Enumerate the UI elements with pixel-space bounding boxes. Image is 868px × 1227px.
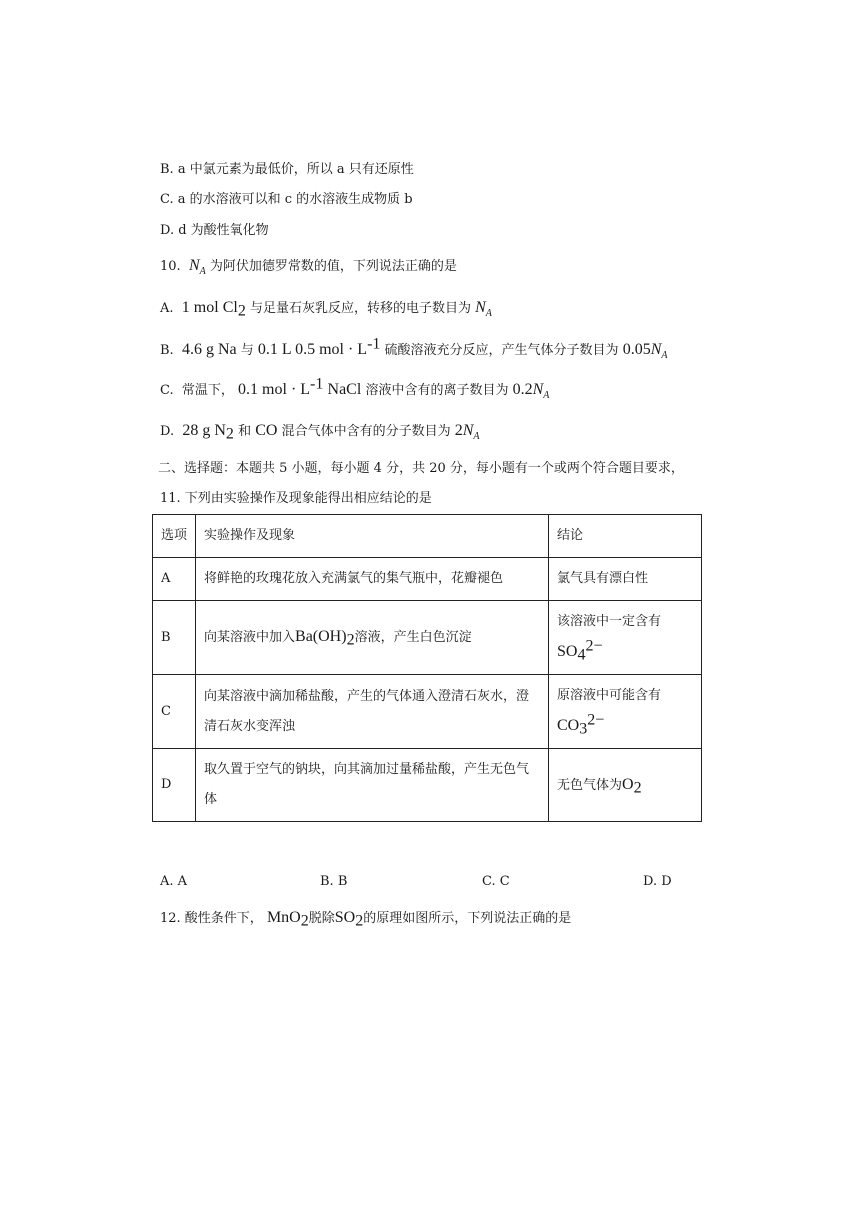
- q11-answer-d: D. D: [643, 874, 672, 889]
- q11-answer-b: B. B: [320, 874, 348, 889]
- section-2-instructions: 二、选择题：本题共 5 小题，每小题 4 分，共 20 分，每小题有一个或两个符合题目要求，: [158, 461, 684, 476]
- header-option: 选项: [153, 515, 196, 558]
- table-row: A 将鲜艳的玫瑰花放入充满氯气的集气瓶中，花瓣褪色 氯气具有漂白性: [153, 558, 702, 601]
- q11-stem: 11. 下列由实验操作及现象能得出相应结论的是: [160, 491, 432, 506]
- q10-option-a: A. 1 mol $Cl_2$ 与足量石灰乳反应，转移的电子数目为 $N_A$: [160, 299, 492, 320]
- table-row: C 向某溶液中滴加稀盐酸，产生的气体通入澄清石灰水，澄清石灰水变浑浊 原溶液中可能含有 $CO_3^{2-}$: [153, 675, 702, 749]
- q10-option-b: B. 4.6 g Na 与 0.1 L 0.5 mol · $L^{-1}$ 硫酸溶液充分反应，产生气体分子数目为 $0.05N_A$: [160, 335, 668, 362]
- table-row: D 取久置于空气的钠块，向其滴加过量稀盐酸，产生无色气体 无色气体为$O_2$: [153, 749, 702, 822]
- header-operation: 实验操作及现象: [196, 515, 549, 558]
- q10-stem: 10. $N_A$ 为阿伏加德罗常数的值，下列说法正确的是: [160, 257, 457, 278]
- q9-option-b: B. a 中氯元素为最低价，所以 a 只有还原性: [160, 162, 414, 177]
- q10-option-c: C. 常温下， 0.1 mol · $L^{-1}$ NaCl 溶液中含有的离子数目为 $0.2N_A$: [160, 375, 550, 402]
- q12-stem: 12. 酸性条件下， MnO$_2$脱除$SO_2$的原理如图所示，下列说法正确的是: [160, 909, 572, 930]
- table-row: B 向某溶液中加入$Ba(OH)_2$溶液，产生白色沉淀 该溶液中一定含有 $SO_4^{2-}$: [153, 601, 702, 675]
- q9-option-d: D. d 为酸性氧化物: [160, 223, 269, 238]
- sulfate-ion: SO: [557, 643, 578, 660]
- q11-table: [152, 514, 702, 822]
- table-header-row: [153, 515, 702, 558]
- avogadro-symbol: $N_A$: [188, 257, 206, 278]
- carbonate-ion: CO: [557, 717, 580, 734]
- header-conclusion: 结论: [549, 515, 702, 558]
- q11-answer-c: C. C: [482, 874, 510, 889]
- q10-option-d: D. 28 g $N_2$ 和 CO 混合气体中含有的分子数目为 $2N_A$: [160, 422, 480, 443]
- q11-answer-a: A. A: [160, 874, 188, 889]
- q9-option-c: C. a 的水溶液可以和 c 的水溶液生成物质 b: [160, 192, 413, 207]
